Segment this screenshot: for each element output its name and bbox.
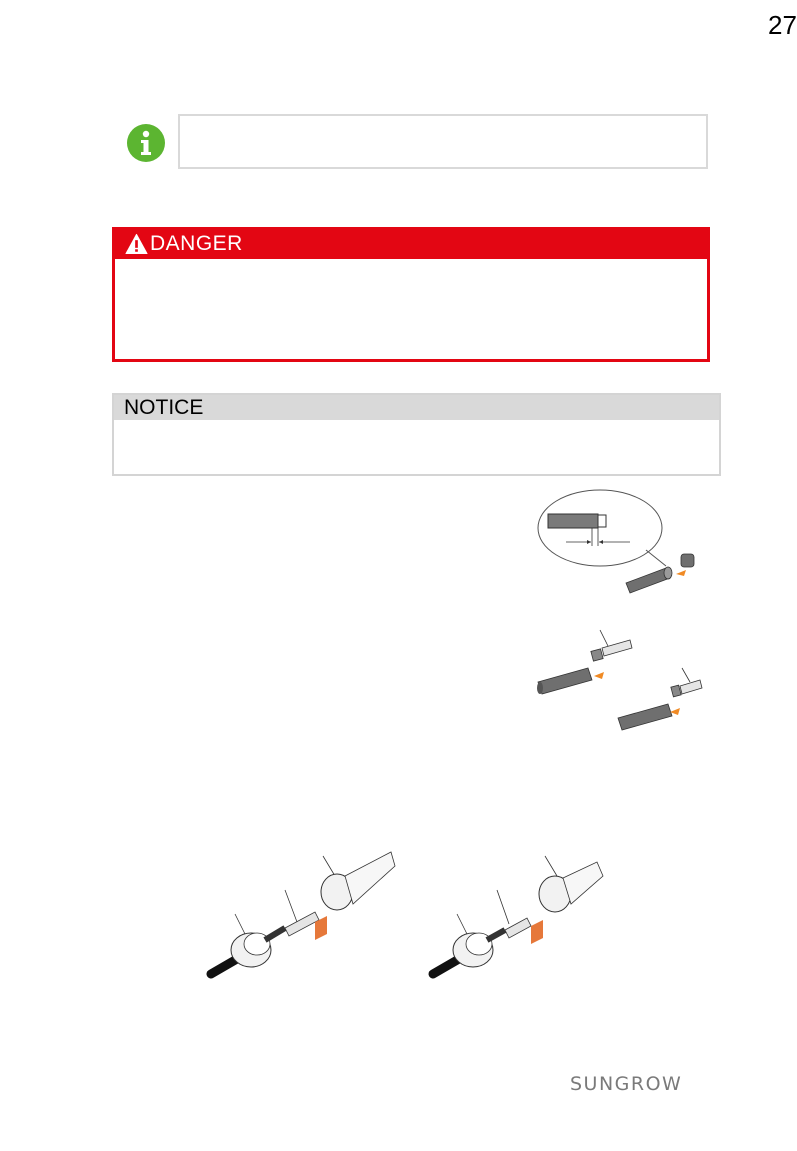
notice-header (114, 395, 719, 420)
crimp-contact-illustration (534, 622, 714, 734)
info-note-box (178, 114, 708, 169)
wire-strip-illustration (538, 488, 698, 598)
sungrow-logo-text: SUNGROW (570, 1073, 683, 1095)
warning-triangle-icon (125, 233, 148, 255)
sungrow-logo (570, 1073, 712, 1093)
notice-box (112, 393, 721, 476)
connector-assembly-illustration (205, 842, 635, 984)
danger-box (112, 227, 710, 362)
notice-title: NOTICE (124, 396, 204, 419)
danger-header (115, 230, 707, 259)
danger-title: DANGER (150, 232, 243, 255)
info-icon (126, 123, 166, 163)
page-number: 27 (768, 10, 797, 40)
